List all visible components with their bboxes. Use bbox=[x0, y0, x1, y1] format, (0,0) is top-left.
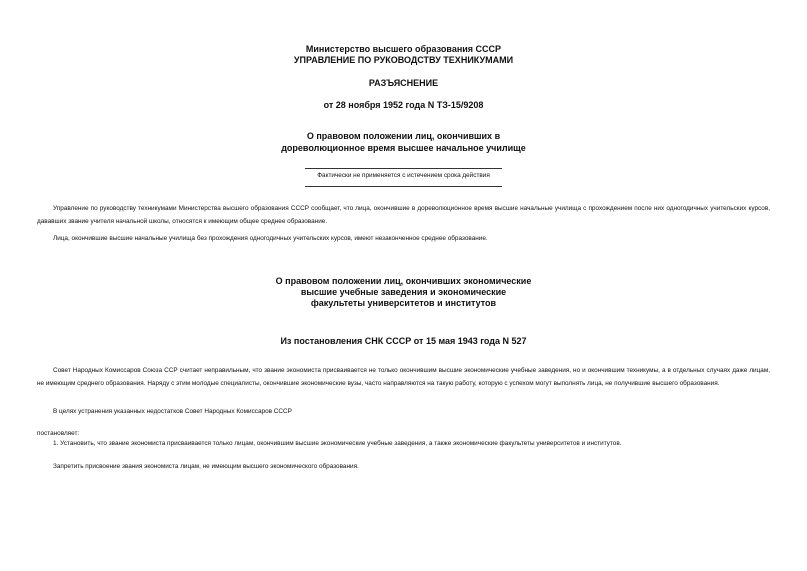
section1-title-line1: О правовом положении лиц, окончивших в bbox=[306, 131, 501, 141]
section1-paragraph1: Управление по руководству техникумами Министерства высшего образования СССР сообщает, что лица, окончившие в дореволюционное время высшие начальные училища с прохождением после них одногодичных учительских курсов, дававших звание учителя начальной школы, относятся к имеющим общее среднее образование. bbox=[37, 205, 770, 225]
section2-item1: 1. Установить, что звание экономиста присваивается только лицам, окончившим высшие экономические учебные заведения, а также экономические факультеты университетов и институтов. bbox=[53, 440, 622, 447]
section2-paragraph3: Запретить присвоение звания экономиста лицам, не имеющим высшего экономического образования. bbox=[53, 463, 359, 470]
document-type: РАЗЪЯСНЕНИЕ bbox=[368, 78, 439, 88]
document-date-number: от 28 ноября 1952 года N ТЗ-15/9208 bbox=[323, 100, 484, 110]
section2-title-line3: факультеты университетов и институтов bbox=[310, 298, 497, 308]
status-rule-bottom bbox=[305, 186, 502, 187]
status-rule-top bbox=[305, 168, 502, 169]
section1-title-line2: дореволюционное время высшее начальное училище bbox=[281, 143, 526, 153]
section2-title-line1: О правовом положении лиц, окончивших экономические bbox=[275, 276, 532, 286]
directorate-name: УПРАВЛЕНИЕ ПО РУКОВОДСТВУ ТЕХНИКУМАМИ bbox=[293, 55, 514, 65]
section2-source: Из постановления СНК СССР от 15 мая 1943 года N 527 bbox=[280, 336, 527, 346]
ministry-name: Министерство высшего образования СССР bbox=[305, 44, 502, 54]
section2-paragraph1: Совет Народных Комиссаров Союза ССР считает неправильным, что звание экономиста присваивается не только окончившим высшие экономические учебные заведения, но и окончившим техникумы, а в отдельных случаях даже лицам, не имеющим среднего образования. Наряду с этим молодые специалисты, окончившие экономические вузы, часто направляются на такую работу, которую с успехом могут выполнять лица, не получившие высшего образования. bbox=[37, 367, 770, 387]
section1-paragraph2: Лица, окончившие высшие начальные училища без прохождения одногодичных учительских курсов, имеют незаконченное среднее образование. bbox=[53, 235, 488, 242]
section2-resolves: постановляет: bbox=[37, 430, 80, 437]
section2-title-line2: высшие учебные заведения и экономические bbox=[300, 287, 507, 297]
section2-paragraph2: В целях устранения указанных недостатков Совет Народных Комиссаров СССР bbox=[53, 408, 292, 415]
status-note: Фактически не применяется с истечением срока действия bbox=[317, 172, 490, 179]
